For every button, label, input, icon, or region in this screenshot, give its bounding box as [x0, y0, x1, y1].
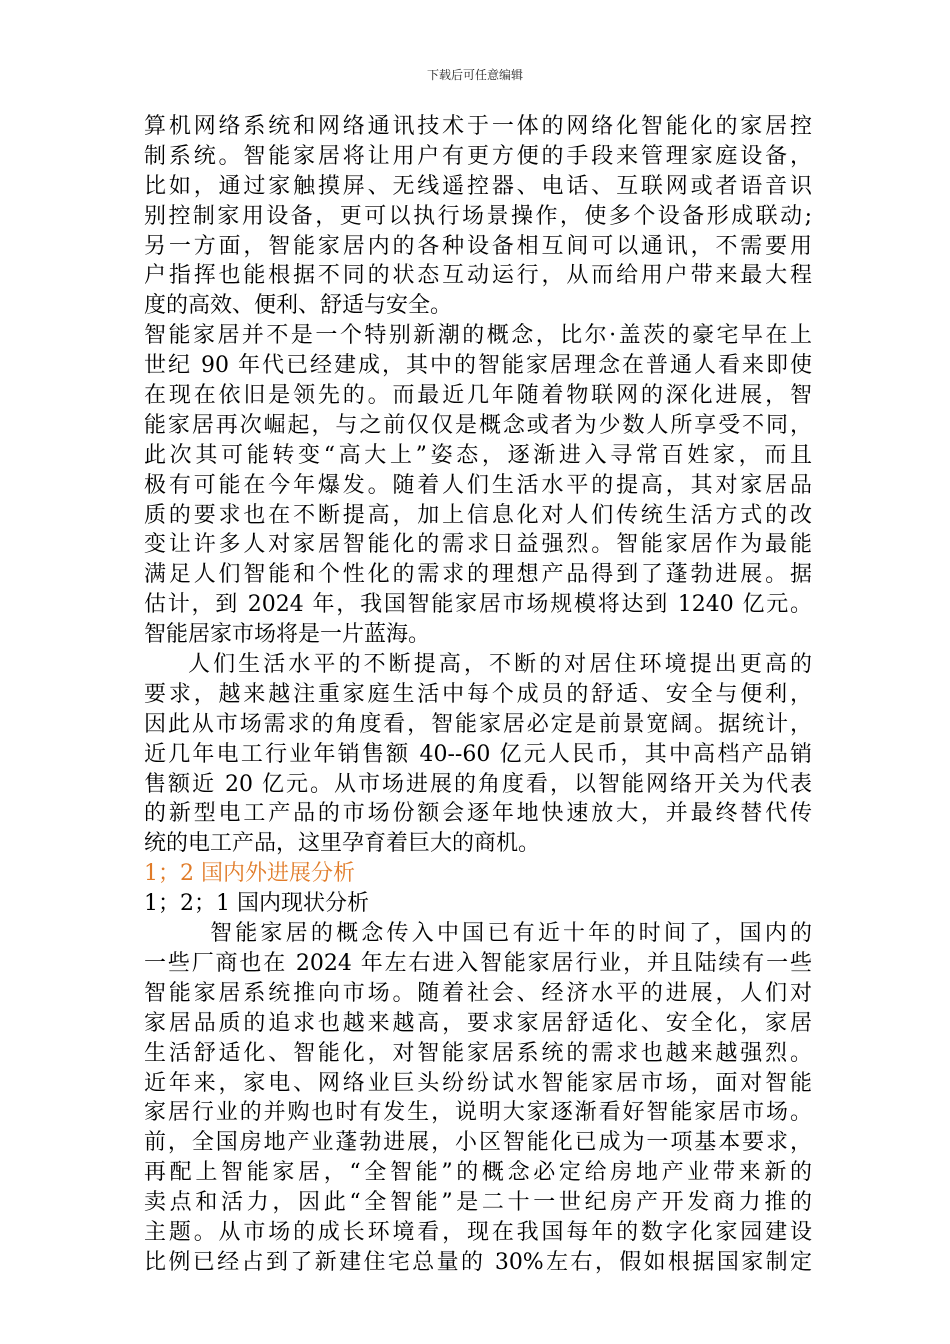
paragraph-line: 家居行业的并购也时有发生，说明大家逐渐看好智能家居市场。: [144, 1100, 812, 1126]
subsection-heading: 1；2；1 国内现状分析: [144, 891, 369, 917]
paragraph-line: 前，全国房地产业蓬勃进展，小区智能化已成为一项基本要求，: [144, 1130, 812, 1156]
paragraph-line: 统的电工产品，这里孕育着巨大的商机。: [144, 831, 541, 857]
paragraph-line: 售额近 20 亿元。从市场进展的角度看，以智能网络开关为代表: [144, 771, 812, 797]
paragraph-line: 家居品质的追求也越来越高，要求家居舒适化、安全化，家居: [144, 1010, 812, 1036]
paragraph-line: 在现在依旧是领先的。而最近几年随着物联网的深化进展，智: [144, 383, 812, 409]
paragraph-line: 算机网络系统和网络通讯技术于一体的网络化智能化的家居控: [144, 114, 812, 139]
paragraph-line: 再配上智能家居，“全智能”的概念必定给房地产业带来新的: [144, 1160, 812, 1186]
paragraph-line: 此次其可能转变“高大上”姿态，逐渐进入寻常百姓家，而且: [144, 442, 812, 468]
document-body: [144, 112, 812, 1278]
paragraph-line: 极有可能在今年爆发。随着人们生活水平的提高，其对家居品: [144, 472, 812, 498]
paragraph-line: 制系统。智能家居将让用户有更方便的手段来管理家庭设备，: [144, 143, 812, 169]
paragraph-line: 人们生活水平的不断提高，不断的对居住环境提出更高的: [188, 652, 812, 678]
paragraph-line: 因此从市场需求的角度看，智能家居必定是前景宽阔。据统计，: [144, 711, 812, 737]
paragraph-line: 智能家居系统推向市场。随着社会、经济水平的进展，人们对: [144, 980, 812, 1006]
paragraph-line: 比例已经占到了新建住宅总量的 30%左右，假如根据国家制定: [144, 1249, 812, 1275]
paragraph-line: 质的要求也在不断提高，加上信息化对人们传统生活方式的改: [144, 502, 812, 528]
paragraph-line: 卖点和活力，因此“全智能”是二十一世纪房产开发商力推的: [144, 1190, 812, 1216]
paragraph-line: 智能居家市场将是一片蓝海。: [144, 622, 431, 648]
section-heading: 1；2 国内外进展分析: [144, 861, 355, 887]
paragraph-line: 别控制家用设备，更可以执行场景操作，使多个设备形成联动;: [144, 203, 812, 229]
paragraph-line: 主题。从市场的成长环境看，现在我国每年的数字化家园建设: [144, 1219, 812, 1245]
page-header: 下载后可任意编辑: [426, 68, 523, 82]
paragraph-line: 满足人们智能和个性化的需求的理想产品得到了蓬勃进展。据: [144, 562, 812, 588]
paragraph-line: 度的高效、便利、舒适与安全。: [144, 293, 453, 319]
paragraph-line: 的新型电工产品的市场份额会逐年地快速放大，并最终替代传: [144, 801, 812, 827]
paragraph-line: 世纪 90 年代已经建成，其中的智能家居理念在普通人看来即使: [144, 353, 812, 379]
paragraph-line: 智能家居并不是一个特别新潮的概念，比尔·盖茨的豪宅早在上: [144, 323, 812, 349]
paragraph-line: 估计，到 2024 年，我国智能家居市场规模将达到 1240 亿元。: [144, 592, 812, 618]
paragraph-line: 智能家居的概念传入中国已有近十年的时间了，国内的: [210, 921, 812, 947]
paragraph-line: 近年来，家电、网络业巨头纷纷试水智能家居市场，面对智能: [144, 1070, 812, 1096]
paragraph-line: 生活舒适化、智能化，对智能家居系统的需求也越来越强烈。: [144, 1040, 812, 1066]
paragraph-line: 比如，通过家触摸屏、无线遥控器、电话、互联网或者语音识: [144, 173, 812, 199]
paragraph-line: 近几年电工行业年销售额 40--60 亿元人民币，其中高档产品销: [144, 741, 812, 767]
paragraph-line: 要求，越来越注重家庭生活中每个成员的舒适、安全与便利，: [144, 681, 812, 707]
paragraph-line: 户指挥也能根据不同的状态互动运行，从而给用户带来最大程: [144, 263, 812, 289]
paragraph-line: 一些厂商也在 2024 年左右进入智能家居行业，并且陆续有一些: [144, 950, 812, 976]
paragraph-line: 另一方面，智能家居内的各种设备相互间可以通讯，不需要用: [144, 233, 812, 259]
paragraph-line: 变让许多人对家居智能化的需求日益强烈。智能家居作为最能: [144, 532, 812, 558]
paragraph-line: 能家居再次崛起，与之前仅仅是概念或者为少数人所享受不同，: [144, 412, 812, 438]
